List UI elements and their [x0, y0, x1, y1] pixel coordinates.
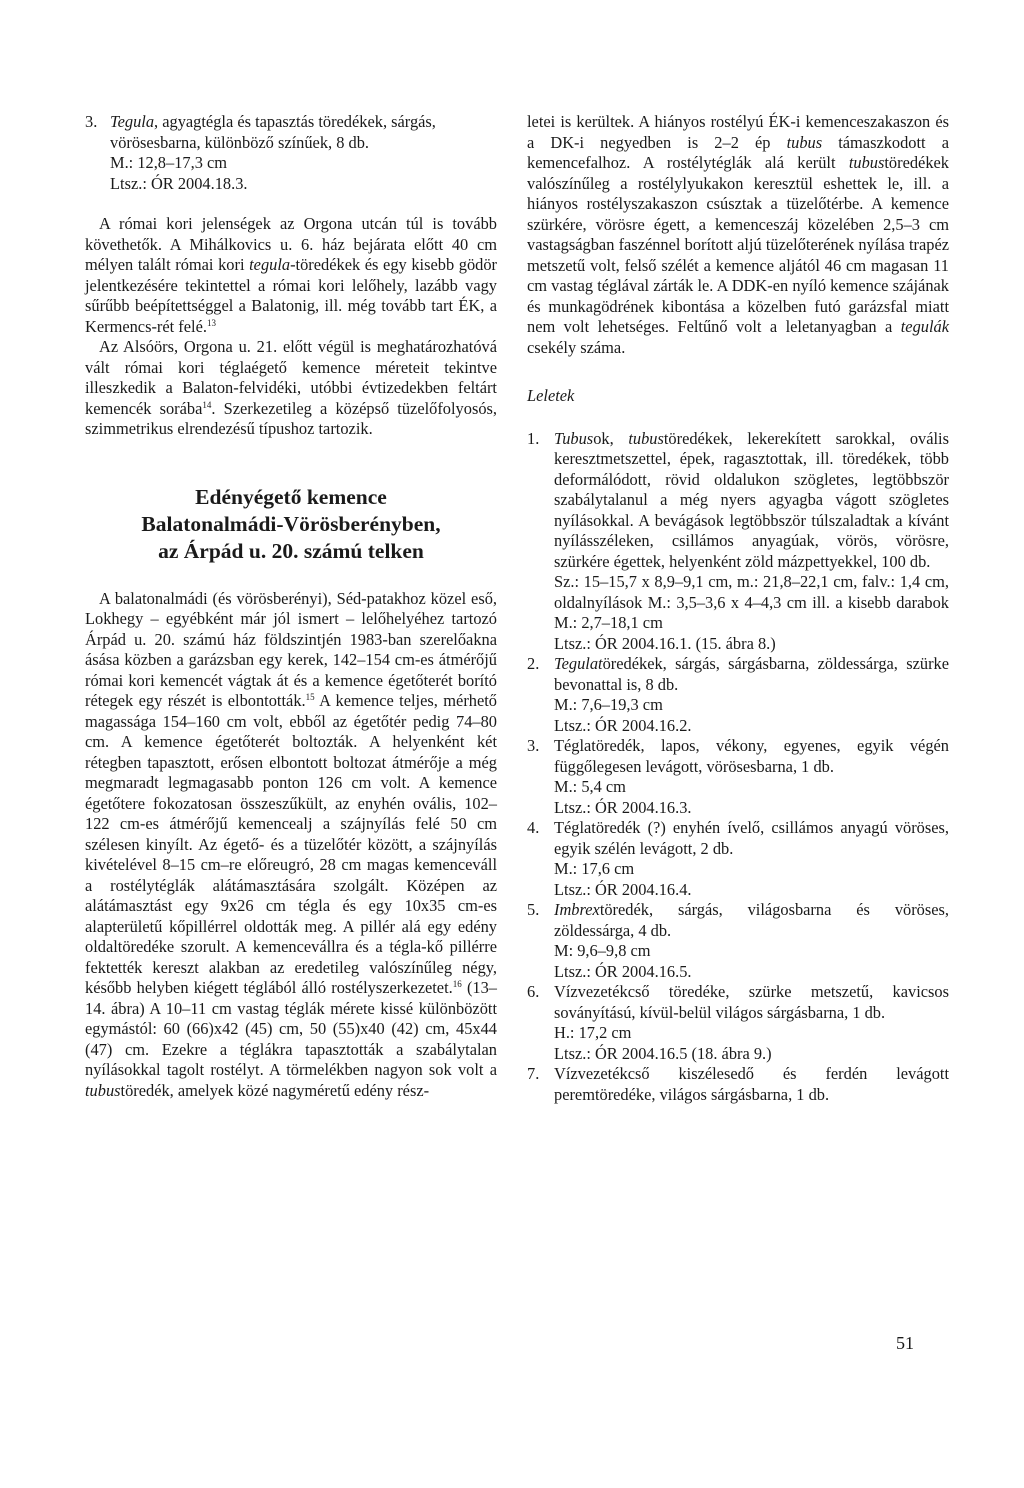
- latin-term: tegulák: [900, 317, 949, 336]
- right-column: [527, 112, 949, 1105]
- paragraph: A balatonalmádi (és vörösberényi), Séd-patakhoz közel eső, Lokhegy – egyébként már jól ismert – lelőhelyéhez tartozó Árpád u. 20. számú ház földszintjén 1983-ban szerelőakna ásása közben a garázsban egy kerek, 142–154 cm-es átmérőjű római kori kemencét vágtak át és a kemence égetőterét borító rétegek egy részét is elbontották.$^{15}$ A kemence teljes, mérhető magassága 154–160 cm volt, ebből az égetőtér pedig 74–80 cm. A kemence égetőterét boltozták. A helyenként két rétegben tapasztott, erősen elbontott boltozat átmérője a még megmaradt legmagasabb ponton 126 cm volt. A kemence égetőtere fokozatosan összeszűkült, az enyhén ovális, 102–122 cm-es átmérőjű kemencealj a szájnyílás felé 50 cm szélesen kinyílt. Az égető- és a tüzelőtér között, a szájnyílás kivételével 8–15 cm–re előreugró, 28 cm magas kemenceváll a rostélytéglák alátámasztására szolgált. Középen az alátámasztást egy 9x26 cm tégla és egy 10x35 cm-es alapterületű kőpillérrel oldották meg. A pillér alá egy edény oldaltöredéke szorult. A kemencevállra és a tégla-kő pillérre fektették kereszt alakban az eredetileg valószínűleg négy, később helyben kiégett téglából álló rostélyszerkezetet.$^{16}$ (13–14. ábra) A 10–11 cm vastag téglák mérete kissé különbözött egymástól: 60 (66)x42 (45) cm, 50 (55)x40 (42) cm, 45x44 (47) cm. Ezekre a téglákra tapasztották a szabálytalan nyílásokkal tagolt rostélyt. A törmelékben nagyon sok volt a tubustöredék, amelyek közé nagyméretű edény rész-: [85, 588, 497, 1100]
- latin-term: tubus: [786, 132, 823, 152]
- list-item: 6. Vízvezetékcső töredéke, szürke metszetű, kavicsos soványítású, kívül-belül világos sárgásbarna, 1 db. H.: 17,2 cm Ltsz.: ÓR 2004.16.5 (18. ábra 9.): [527, 982, 949, 1063]
- catalog-item-number: 3.: [85, 112, 98, 131]
- paragraph: A római kori jelenségek az Orgona utcán túl is tovább követhetők. A Mihálkovics u. 6. ház bejárata előtt 40 cm mélyen talált római kori tegula-töredékek és egy kisebb gödör jelentkezésére tekintettel a római kori lelőhely, lazább vagy sűrűbb beépítettséggel a Balatonig, ill. még tovább tart ÉK, a Kermencs-rét felé.$^{13}$: [85, 214, 497, 336]
- paragraph: letei is kerültek. A hiányos rostélyú ÉK-i kemenceszakaszon és a DK-i negyedben is 2–2 ép tubus támaszkodott a kemencefalhoz. A rostélytéglák alá került tubustöredékek valószínűleg a rostélylyukakon keresztül eshettek le, ill. a hiányos rostélyszakaszon csúsztak a tüzelőtérbe. A kemence szürkére, vörösre égett, a kemenceszáj közelében 2,5–3 cm vastagságban faszénnel borított aljú tüzelőterének nyílása trapéz metszetű volt, felső szélét a kemence aljától 46 cm magasan 11 cm vastag téglával zárták le. A DDK-en nyíló kemence szájának és munkagödrének kibontása a közelben futó garázsfal miatt nem volt lehetséges. Feltűnő volt a leletanyagban a tegulák csekély száma.: [527, 112, 949, 357]
- list-item: 2. Tegulatöredékek, sárgás, sárgásbarna, zöldessárga, szürke bevonattal is, 8 db. M.: 7,6–19,3 cm Ltsz.: ÓR 2004.16.2.: [527, 654, 949, 735]
- list-item: 4. Téglatöredék (?) enyhén ívelő, csillámos anyagú vöröses, egyik szélén levágott, 2 db. M.: 17,6 cm Ltsz.: ÓR 2004.16.4.: [527, 818, 949, 899]
- footnote-ref: 15: [305, 692, 315, 702]
- finds-list: [527, 429, 949, 1106]
- latin-term: tubus: [848, 153, 885, 172]
- item-measure: H.: 17,2 cm: [554, 1023, 632, 1042]
- paragraph: Az Alsóörs, Orgona u. 21. előtt végül is meghatározhatóvá vált római kori téglaégető kemence méreteit tekintve illeszkedik a Balaton-felvidéki, utóbbi évtizedekben feltárt kemencék sorába$^{14}$. Szerkezetileg a középső tüzelőfolyosós, szimmetrikus elrendezésű típushoz tartozik.: [85, 337, 497, 438]
- list-item: 3. Téglatöredék, lapos, vékony, egyenes, egyik végén függőlegesen levágott, vörösesbarna, 1 db. M.: 5,4 cm Ltsz.: ÓR 2004.16.3.: [527, 736, 949, 817]
- left-column: [85, 112, 497, 1101]
- item-measure: M.: 7,6–19,3 cm: [554, 695, 663, 714]
- item-measure: M.: 5,4 cm: [554, 777, 626, 796]
- list-item: 7. Vízvezetékcső kiszélesedő és ferdén levágott peremtöredéke, világos sárgásbarna, 1 db.: [527, 1064, 949, 1104]
- item-inventory: Ltsz.: ÓR 2004.16.5 (18. ábra 9.): [554, 1043, 772, 1063]
- list-item: 1. Tubusok, tubustöredékek, lekerekített sarokkal, ovális keresztmetszettel, épek, ragasztottak, ill. töredékek, több deformálódott, rövid oldalukon szögletes, legtöbbször szabálytalanul a még nyers agyagba vágott szögletes nyílásokkal. A bevágások legtöbbször túlszaladtak a kívánt nyílásszéleken, csillámos anyagúak, vörös, vörösre, szürkére égettek, helyenként zöld mázpettyekkel, 100 db. Sz.: 15–15,7 x 8,9–9,1 cm, m.: 21,8–22,1 cm, falv.: 1,4 cm, oldalnyílások M.: 3,5–3,6 x 4–4,3 cm ill. a kisebb darabok M.: 2,7–18,1 cm Ltsz.: ÓR 2004.16.1. (15. ábra 8.): [527, 428, 949, 653]
- item-inventory: Ltsz.: ÓR 2004.16.1. (15. ábra 8.): [554, 633, 776, 653]
- catalog-item-3: [85, 112, 497, 153]
- catalog-item-measure: M.: 12,8–17,3 cm: [110, 153, 228, 172]
- footnote-ref: 13: [206, 317, 216, 328]
- section-heading: Edényégető kemence Balatonalmádi-Vörösberényben, az Árpád u. 20. számú telken: [141, 484, 441, 563]
- item-inventory: Ltsz.: ÓR 2004.16.2.: [554, 715, 692, 735]
- footnote-ref: 14: [202, 399, 212, 410]
- footnote-ref: 16: [452, 979, 462, 989]
- finds-heading: Leletek: [527, 386, 575, 405]
- list-item: 5. Imbrextöredék, sárgás, világosbarna és vöröses, zöldessárga, 4 db. M: 9,6–9,8 cm Ltsz.: ÓR 2004.16.5.: [527, 900, 949, 981]
- latin-term: tubus: [85, 1080, 121, 1100]
- item-inventory: Ltsz.: ÓR 2004.16.3.: [554, 797, 692, 817]
- item-inventory: Ltsz.: ÓR 2004.16.5.: [554, 961, 692, 981]
- latin-term: tegula: [249, 255, 291, 274]
- item-measure: M.: 17,6 cm: [554, 859, 635, 878]
- item-measure: M: 9,6–9,8 cm: [554, 941, 651, 960]
- item-inventory: Ltsz.: ÓR 2004.16.4.: [554, 879, 692, 899]
- catalog-item-inventory: Ltsz.: ÓR 2004.18.3.: [110, 173, 248, 193]
- page-number: 51: [896, 1333, 914, 1353]
- catalog-item-description: , agyagtégla és tapasztás töredékek, sárgás, vörösesbarna, különböző színűek, 8 db.: [110, 112, 436, 152]
- item-measure: Sz.: 15–15,7 x 8,9–9,1 cm, m.: 21,8–22,1 cm, falv.: 1,4 cm, oldalnyílások M.: 3,5–3,6 x 4–4,3 cm ill. a kisebb darabok M.: 2,7–18,1 cm: [554, 572, 949, 632]
- catalog-item-term: Tegula: [110, 112, 155, 131]
